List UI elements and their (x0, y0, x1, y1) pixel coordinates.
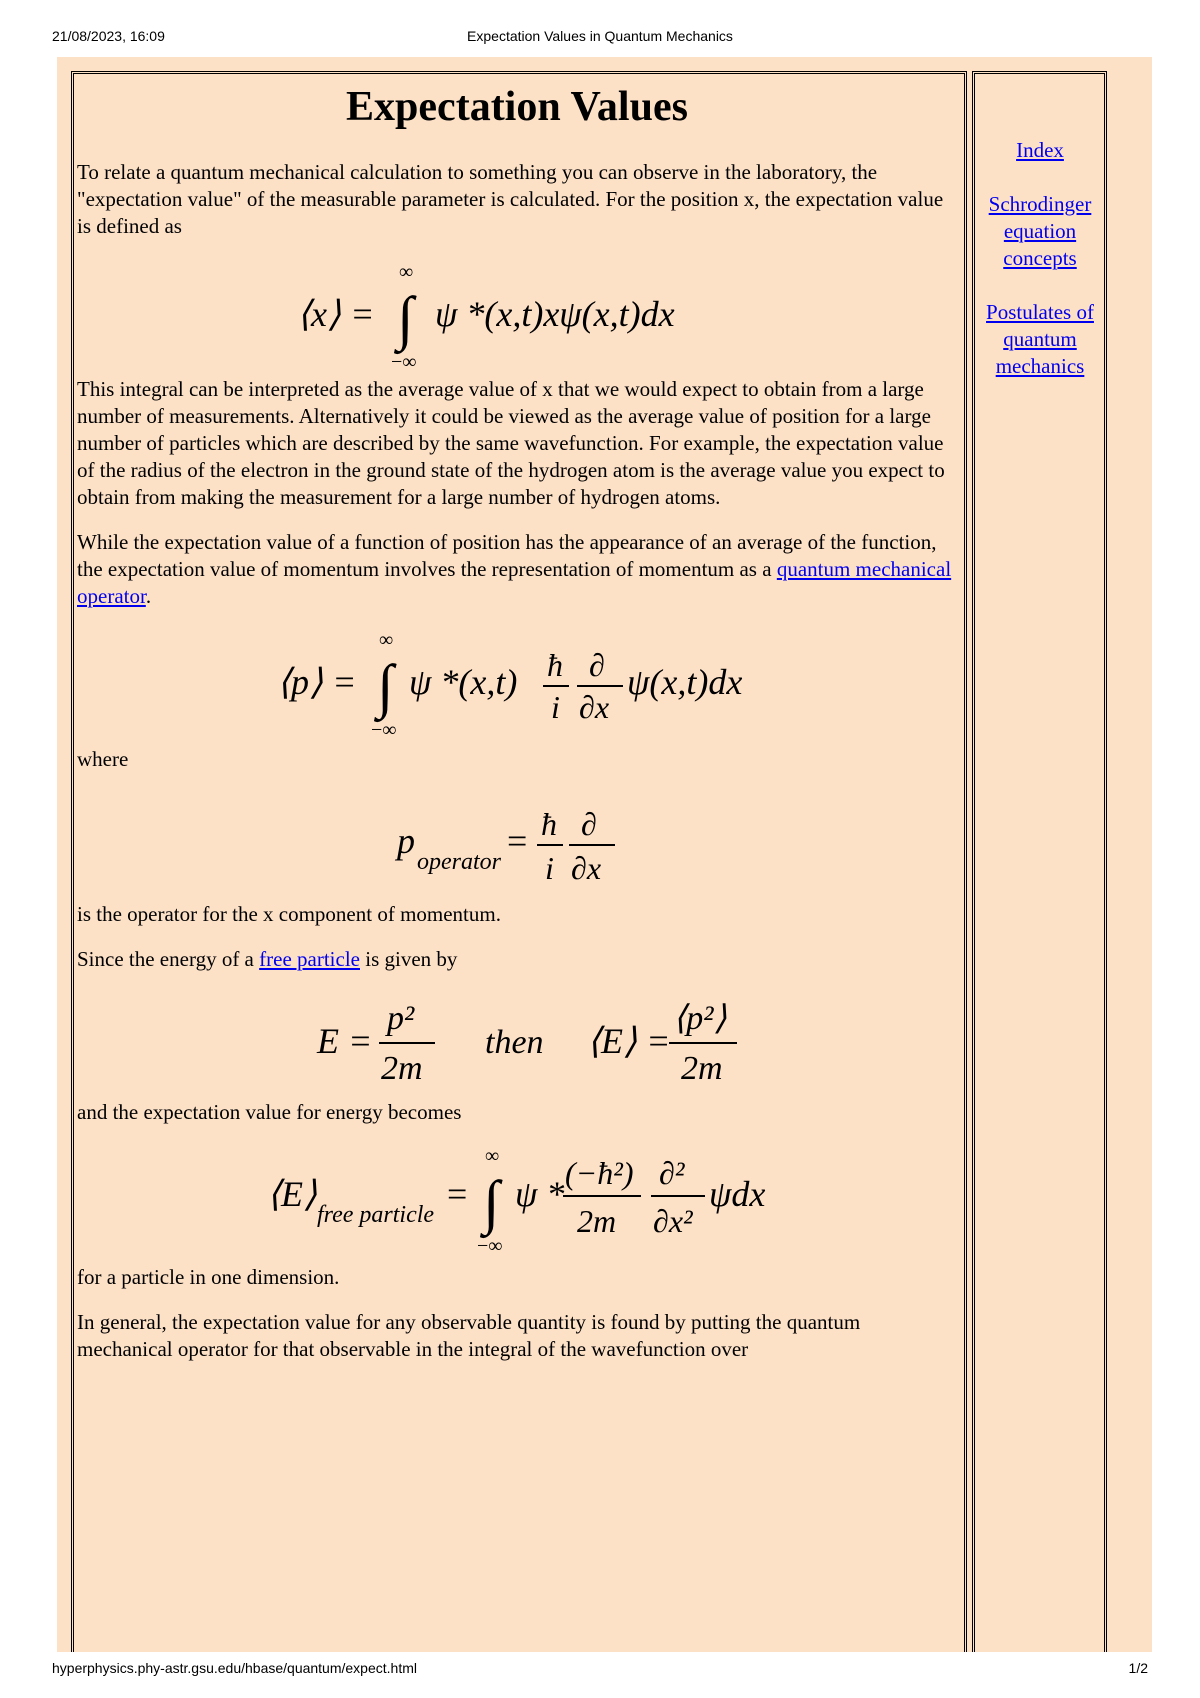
eq-e-then: then (485, 1024, 544, 1061)
paragraph-one-dimension: for a particle in one dimension. (77, 1265, 340, 1289)
page-title: Expectation Values (346, 84, 688, 130)
equation-expectation-p (257, 628, 777, 746)
eq-p-integrand-b: ψ(x,t)dx (627, 662, 743, 702)
eq-x-lower-limit: −∞ (391, 351, 417, 373)
eq-ef-upper-limit: ∞ (485, 1145, 500, 1167)
eq-x-integral-sign: ∫ (397, 285, 414, 351)
eq-p-i: i (551, 689, 560, 725)
paragraph-interpretation: This integral can be interpreted as the average value of x that we would expect to obtain from a large number of measurements. Alternatively it could be viewed as the average value of position for a large number of particles which are described by the same wavefunction. For example, the expectation value of the radius of the electron in the ground state of the hydrogen atom is the average value you expect to obtain from making the measurement for a large number of hydrogen atoms. (77, 377, 945, 509)
equation-expectation-x (267, 258, 767, 376)
paragraph-momentum (77, 529, 957, 610)
paragraph-free-particle-text: Since the energy of a (77, 947, 260, 971)
print-date: 21/08/2023, 16:09 (52, 28, 165, 44)
paragraph-free-particle-end: is given by (359, 947, 458, 971)
eq-p-integrand-a: ψ *(x,t) (409, 662, 518, 702)
print-title: Expectation Values in Quantum Mechanics (467, 28, 733, 44)
eq-e-2m-2: 2m (681, 1050, 723, 1087)
eq-p-hbar: ħ (547, 647, 563, 683)
eq-ef-partial-x2: ∂x² (653, 1203, 693, 1239)
paragraph-momentum-text: While the expectation value of a function of position has the appearance of an average of the function, the expectation value of momentum involves the representation of momentum as a (77, 530, 937, 581)
eq-ef-lhs: ⟨E⟩ (267, 1174, 318, 1214)
eq-op-equals: = (507, 821, 528, 861)
sidebar-nav (975, 137, 1105, 407)
link-free-particle[interactable]: free particle (259, 947, 360, 971)
eq-ef-lower-limit: −∞ (477, 1235, 503, 1257)
page-sheet (57, 57, 1152, 1652)
paragraph-operator: is the operator for the x component of momentum. (77, 902, 501, 926)
eq-ef-tail: ψdx (709, 1174, 766, 1214)
eq-p-integral-sign: ∫ (377, 653, 394, 719)
eq-ef-integral-sign: ∫ (483, 1169, 500, 1235)
paragraph-where: where (77, 747, 129, 771)
eq-e-lhs-2: ⟨E⟩ = (587, 1021, 671, 1061)
eq-ef-2m: 2m (577, 1203, 617, 1239)
eq-x-upper-limit: ∞ (399, 261, 414, 283)
eq-ef-psi: ψ * (515, 1174, 565, 1214)
eq-p-partial-x: ∂x (579, 689, 610, 725)
eq-ef-hbar-term: (−ħ²) (565, 1155, 634, 1191)
paragraph-free-particle (77, 946, 957, 973)
paragraph-intro: To relate a quantum mechanical calculation to something you can observe in the laboratory, the "expectation value" of the measurable parameter is calculated. For the position x, the expectation value is defined as (77, 160, 944, 238)
eq-op-subscript: operator (417, 849, 501, 875)
eq-p-partial: ∂ (589, 647, 605, 683)
eq-e-lhs: E = (317, 1021, 373, 1061)
print-url: hyperphysics.phy-astr.gsu.edu/hbase/quantum/expect.html (52, 1660, 417, 1676)
sidebar-link-postulates[interactable]: Postulates of quantum mechanics (986, 300, 1094, 378)
sidebar-link-schrodinger-concepts[interactable]: Schrodinger equation concepts (988, 192, 1092, 270)
eq-ef-subscript: free particle (317, 1202, 435, 1228)
print-page-number: 1/2 (1128, 1660, 1148, 1676)
equation-energy (257, 991, 777, 1099)
eq-e-2m: 2m (381, 1050, 423, 1087)
paragraph-momentum-end: . (145, 584, 152, 608)
eq-op-i: i (545, 850, 554, 886)
link-quantum-mechanical-operator[interactable]: quantum mechanical operator (77, 557, 952, 608)
paragraph-energy: and the expectation value for energy becomes (77, 1100, 462, 1124)
eq-p-upper-limit: ∞ (379, 629, 394, 651)
article-content (77, 71, 957, 1381)
eq-op-hbar: ħ (541, 806, 557, 842)
eq-p-lower-limit: −∞ (371, 719, 397, 741)
eq-ef-equals: = (447, 1174, 468, 1214)
eq-op-p: p (397, 821, 415, 861)
equation-momentum-operator (367, 791, 667, 901)
eq-x-lhs: ⟨x⟩ = (297, 294, 375, 334)
eq-p-lhs: ⟨p⟩ = (277, 662, 357, 702)
paragraph-general: In general, the expectation value for any observable quantity is found by putting the quantum mechanical operator for that observable in the integral of the wavefunction over (77, 1310, 861, 1361)
eq-ef-partial-2: ∂² (659, 1155, 685, 1191)
sidebar-link-index[interactable]: Index (1016, 138, 1064, 162)
eq-op-partial: ∂ (581, 806, 597, 842)
eq-e-p-squared: p² (387, 1000, 415, 1037)
equation-energy-free-particle (247, 1144, 787, 1264)
eq-op-partial-x: ∂x (571, 850, 602, 886)
eq-x-integrand: ψ *(x,t)xψ(x,t)dx (435, 294, 675, 334)
eq-e-p-squared-avg: ⟨p²⟩ (673, 1000, 727, 1037)
